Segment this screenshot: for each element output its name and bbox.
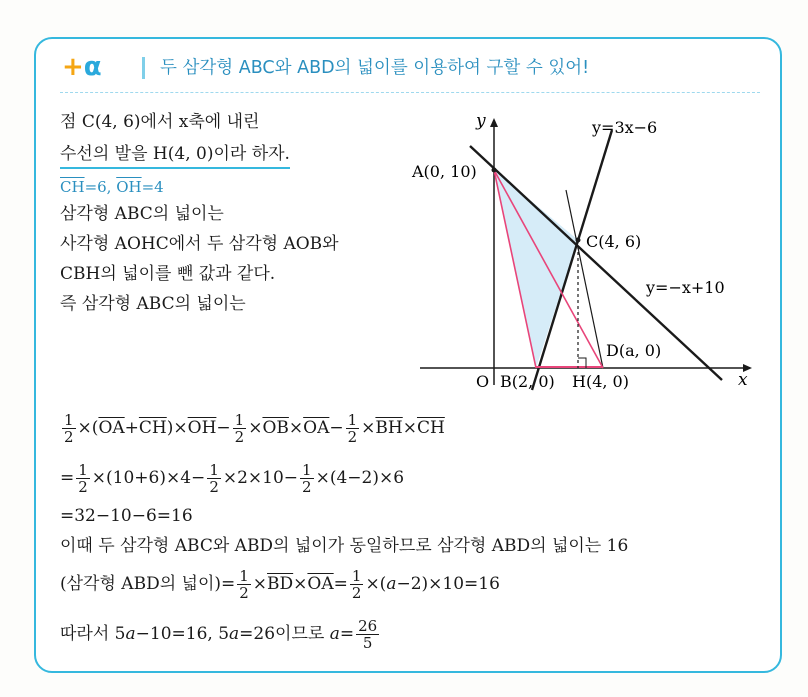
- point-b-label: B(2, 0): [500, 372, 555, 391]
- equation-label-3x: y=3x−6: [592, 118, 658, 137]
- underlined-statement: 수선의 발을 H(4, 0)이라 하자.: [60, 144, 290, 169]
- text-line-5: 사각형 AOHC에서 두 삼각형 AOB와: [60, 234, 339, 254]
- equation-label-neg-x: y=−x+10: [646, 278, 725, 297]
- fraction-answer: $\frac{26}{5}$: [358, 617, 378, 652]
- fraction-half: $\frac{1}{2}$: [209, 461, 219, 496]
- calc-row-2: = $\frac{1}{2}$ ×(10+6)×4− $\frac{1}{2}$ ×2×10− $\frac{1}{2}$ ×(4−2)×6: [60, 461, 405, 496]
- point-a: [492, 168, 497, 173]
- text-line-1: 점 C(4, 6)에서 x축에 내린: [60, 112, 260, 132]
- text-line-2: [60, 142, 290, 166]
- plus-alpha-badge: +α: [62, 52, 102, 82]
- calc-row-6: 따라서 5a−10=16, 5a=26이므로 a= $\frac{26}{5}$: [60, 617, 378, 652]
- point-c-label: C(4, 6): [586, 232, 642, 251]
- text-line-7: 즉 삼각형 ABC의 넓이는: [60, 294, 246, 314]
- calc-row-1: $\frac{1}{2}$ $\times(\overline{OA}+\overline{CH})\times\overline{OH}-$ $\frac{1}{2}$ $\times\overline{OB}\times\overline{OA}-$ $\frac{1}{2}$ $\times\overline{BH}\times\overline{CH}$: [64, 411, 445, 446]
- point-a-label: A(0, 10): [412, 162, 477, 181]
- coordinate-graph: [400, 100, 770, 400]
- y-axis-label: y: [476, 111, 486, 131]
- y-axis-arrow: [490, 118, 498, 127]
- fraction-half: $\frac{1}{2}$: [351, 567, 362, 602]
- calc-row-5: (삼각형 ABD의 넓이)= $\frac{1}{2}$ $\times\overline{BD}\times\overline{OA}=$ $\frac{1}{2}$ ×(a−2)×10=16: [60, 567, 500, 602]
- x-axis-label: x: [738, 370, 748, 390]
- header-separator: [60, 92, 760, 93]
- fraction-half: $\frac{1}{2}$: [239, 567, 249, 602]
- header: [58, 52, 766, 86]
- calc-row-3: =32−10−6=16: [60, 506, 193, 526]
- point-h-label: H(4, 0): [572, 372, 629, 391]
- header-divider: [142, 57, 145, 79]
- header-title: 두 삼각형 ABC와 ABD의 넓이를 이용하여 구할 수 있어!: [160, 58, 590, 78]
- point-d-label: D(a, 0): [606, 341, 662, 360]
- triangle-abc-fill: [494, 170, 578, 368]
- origin-label: O: [476, 372, 490, 391]
- fraction-half: $\frac{1}{2}$: [302, 461, 312, 496]
- text-line-4: 삼각형 ABC의 넓이는: [60, 204, 224, 224]
- fraction-half: $\frac{1}{2}$: [78, 461, 88, 496]
- fraction-half: $\frac{1}{2}$: [234, 411, 245, 446]
- fraction-half: $\frac{1}{2}$: [64, 411, 74, 446]
- text-line-6: CBH의 넓이를 뺀 값과 같다.: [60, 264, 276, 284]
- fraction-half: $\frac{1}{2}$: [347, 411, 358, 446]
- point-c: [576, 238, 581, 243]
- calc-row-4: 이때 두 삼각형 ABC와 ABD의 넓이가 동일하므로 삼각형 ABD의 넓이는 16: [60, 536, 629, 556]
- text-line-3: $\overline{CH}=6$, $\overline{OH}=4$: [60, 178, 164, 196]
